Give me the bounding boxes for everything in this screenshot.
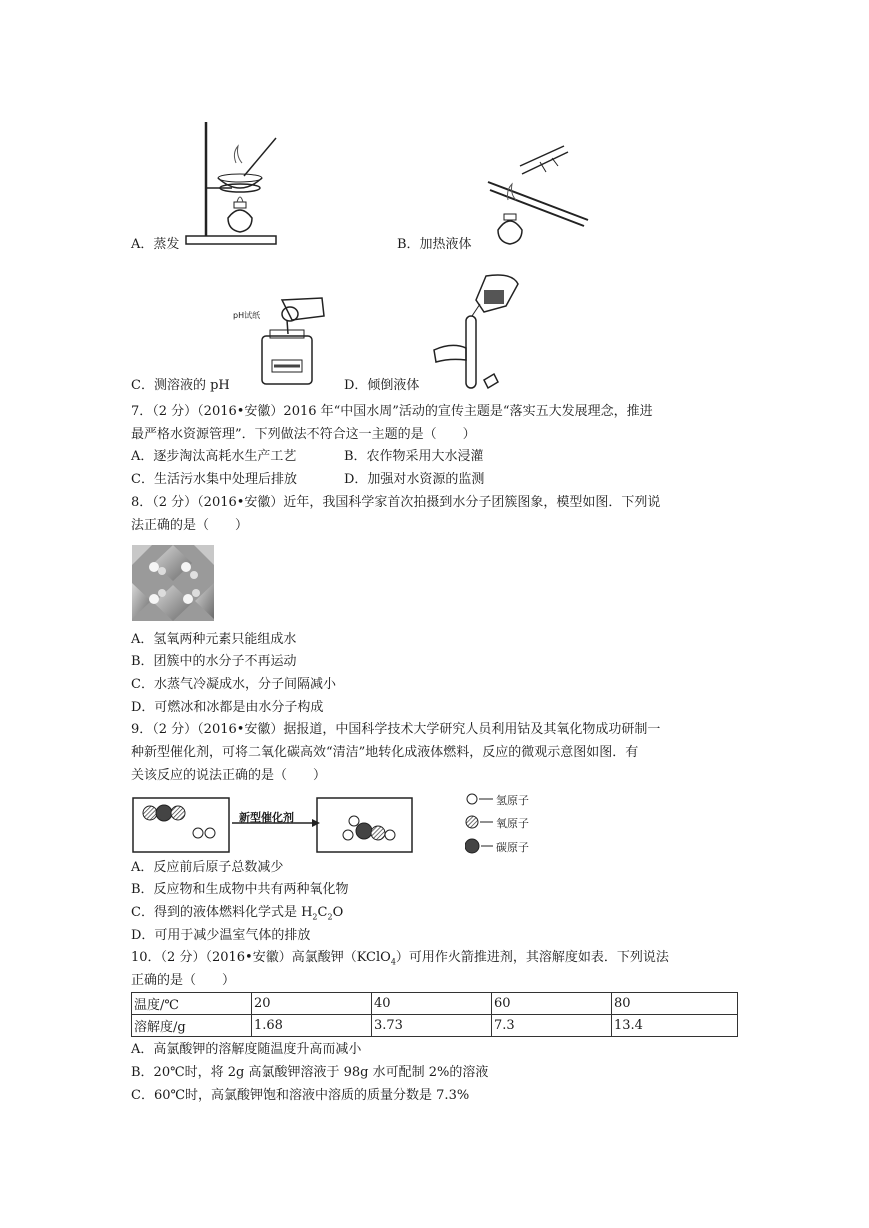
table-header-row — [132, 993, 738, 1015]
heating-liquid-figure — [480, 140, 600, 250]
table-cell: 80 — [612, 993, 738, 1015]
ph-paper-label: pH试纸 — [233, 311, 261, 320]
q10-option-c: C．60℃时，高氯酸钾饱和溶液中溶质的质量分数是 7.3% — [131, 1088, 470, 1103]
table-row — [132, 1015, 738, 1037]
q10-option-b: B．20℃时，将 2g 高氯酸钾溶液于 98g 水可配制 2%的溶液 — [131, 1065, 489, 1080]
table-cell: 7.3 — [492, 1015, 612, 1037]
q8-option-c: C．水蒸气冷凝成水，分子间隔减小 — [131, 677, 336, 692]
q8-option-b: B．团簇中的水分子不再运动 — [131, 654, 297, 669]
q9-stem-line2: 种新型催化剂，可将二氧化碳高效“清洁”地转化成液体燃料，反应的微观示意图如图．有 — [131, 745, 639, 760]
q7-stem-line1: 7．（2 分）（2016•安徽）2016 年“中国水周”活动的宣传主题是“落实五大发展理念，推进 — [131, 404, 653, 419]
q9-option-b: B．反应物和生成物中共有两种氧化物 — [131, 882, 349, 897]
q6-option-d: D．倾倒液体 — [344, 378, 420, 393]
q9-stem-line3: 关该反应的说法正确的是（ ） — [131, 768, 327, 783]
table-cell: 60 — [492, 993, 612, 1015]
q8-option-d: D．可燃冰和冰都是由水分子构成 — [131, 700, 324, 715]
q9-option-c: C．得到的液体燃料化学式是 $H_2C_2O$ — [131, 905, 344, 922]
pouring-liquid-figure — [432, 272, 532, 392]
q8-option-a: A．氢氧两种元素只能组成水 — [131, 632, 297, 647]
water-cluster-model-image — [132, 545, 214, 621]
q7-option-a: A．逐步淘汰高耗水生产工艺 — [131, 449, 297, 464]
table-cell: 溶解度/g — [132, 1015, 252, 1037]
q6-option-a: A．蒸发 — [131, 237, 180, 252]
q8-stem-line1: 8．（2 分）（2016•安徽）近年，我国科学家首次拍摄到水分子团簇图象，模型如图．下列说 — [131, 495, 661, 510]
q7-option-d: D．加强对水资源的监测 — [344, 472, 485, 487]
q7-stem-line2: 最严格水资源管理”．下列做法不符合这一主题的是（ ） — [131, 427, 476, 442]
table-cell: 温度/℃ — [132, 993, 252, 1015]
table-cell: 40 — [372, 993, 492, 1015]
q7-option-b: B．农作物采用大水浸灌 — [344, 449, 484, 464]
q8-stem-line2: 法正确的是（ ） — [131, 518, 249, 533]
q6-option-c: C．测溶液的 pH — [131, 378, 230, 393]
catalyst-label: 新型催化剂 — [239, 811, 294, 824]
legend-oxygen: 氧原子 — [496, 817, 529, 830]
table-cell: 3.73 — [372, 1015, 492, 1037]
legend-carbon: 碳原子 — [496, 841, 529, 854]
legend-hydrogen: 氢原子 — [496, 794, 529, 807]
q10-stem-line1: 10．（2 分）（2016•安徽）高氯酸钾（KClO$_4$）可用作火箭推进剂，其溶解度如表．下列说法 — [131, 950, 669, 967]
q9-stem-line1: 9．（2 分）（2016•安徽）据报道，中国科学技术大学研究人员利用钴及其氧化物成功研制一 — [131, 722, 661, 737]
q9-option-d: D．可用于减少温室气体的排放 — [131, 928, 311, 943]
q7-option-c: C．生活污水集中处理后排放 — [131, 472, 297, 487]
q10-option-a: A．高氯酸钾的溶解度随温度升高而减小 — [131, 1042, 362, 1057]
table-cell: 1.68 — [252, 1015, 372, 1037]
q6-option-b: B．加热液体 — [397, 237, 472, 252]
table-cell: 13.4 — [612, 1015, 738, 1037]
q9-option-a: A．反应前后原子总数减少 — [131, 860, 284, 875]
q10-stem-line2: 正确的是（ ） — [131, 973, 236, 988]
reaction-legend — [465, 790, 495, 856]
evaporation-apparatus-figure — [184, 118, 294, 248]
table-cell: 20 — [252, 993, 372, 1015]
solubility-table — [131, 992, 738, 1037]
reaction-diagram — [132, 795, 414, 857]
